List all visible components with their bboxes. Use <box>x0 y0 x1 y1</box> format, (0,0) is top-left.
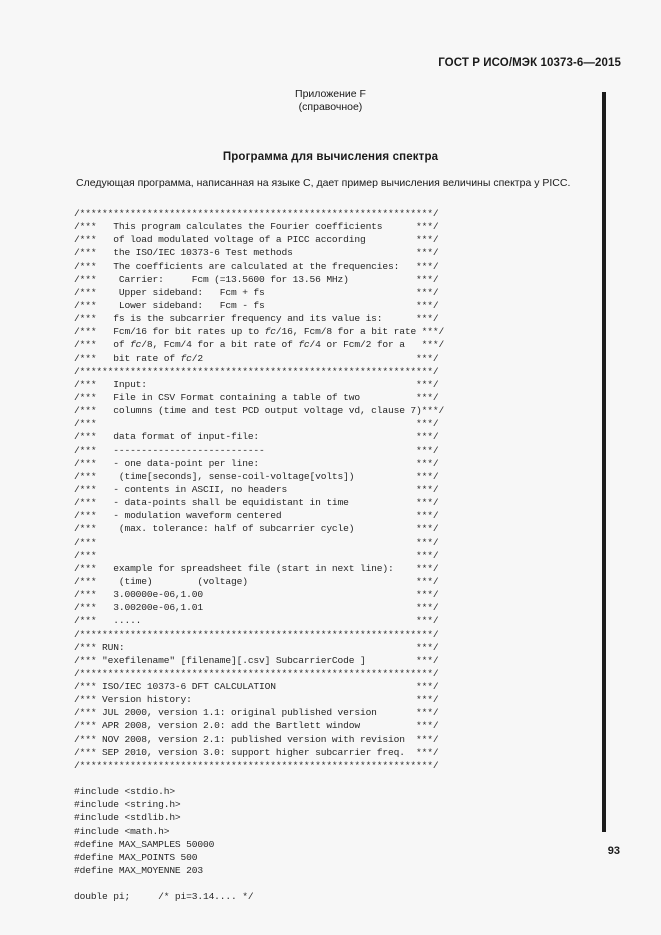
annex-caption <box>0 88 661 114</box>
code-line: /*** Input: ***/ <box>74 378 439 390</box>
code-line: /*** - contents in ASCII, no headers ***/ <box>74 483 439 495</box>
annex-type: (справочное) <box>298 101 363 113</box>
code-line: /*** - data-points shall be equidistant in time ***/ <box>74 497 439 509</box>
code-line: #define MAX_SAMPLES 50000 <box>74 838 215 850</box>
code-italic-symbol: fc <box>264 326 276 338</box>
code-blank-line <box>74 877 614 890</box>
code-line: /*** - one data-point per line: ***/ <box>74 457 439 469</box>
code-line: /*** Version history: ***/ <box>74 694 439 706</box>
revision-change-bar <box>602 92 606 832</box>
code-line: /*** bit rate of fc/2 ***/ <box>74 352 439 364</box>
code-line: #include <string.h> <box>74 799 181 811</box>
code-line: /*** File in CSV Format containing a table of two ***/ <box>74 391 439 403</box>
code-line: /*** (time) (voltage) ***/ <box>74 575 439 587</box>
code-line: /*** ISO/IEC 10373-6 DFT CALCULATION ***/ <box>74 681 439 693</box>
code-line: /*** RUN: ***/ <box>74 641 439 653</box>
code-line: #define MAX_MOYENNE 203 <box>74 865 203 877</box>
code-italic-symbol: fc <box>180 352 192 364</box>
code-line: /***************************************************************/ <box>74 208 439 219</box>
code-line: /*** --------------------------- ***/ <box>74 444 439 456</box>
code-line: /*** Carrier: Fcm (=13.5600 for 13.56 MHz) ***/ <box>74 273 439 285</box>
code-line: /*** JUL 2000, version 1.1: original published version ***/ <box>74 707 439 719</box>
code-line: /*** (max. tolerance: half of subcarrier cycle) ***/ <box>74 523 439 535</box>
code-line: /***************************************************************/ <box>74 759 439 771</box>
code-line: #define MAX_POINTS 500 <box>74 851 198 863</box>
code-line: /*** of fc/8, Fcm/4 for a bit rate of fc/4 or Fcm/2 for a ***/ <box>74 339 445 351</box>
code-line: /*** ***/ <box>74 536 439 548</box>
code-line: /*** "exefilename" [filename][.csv] SubcarrierCode ] ***/ <box>74 654 439 666</box>
section-title: Программа для вычисления спектра <box>222 151 439 163</box>
code-line: /*** of load modulated voltage of a PICC according ***/ <box>74 234 439 246</box>
code-line: /*** APR 2008, version 2.0: add the Bartlett window ***/ <box>74 720 439 732</box>
code-line: /***************************************************************/ <box>74 667 439 679</box>
page-number: 93 <box>607 845 620 857</box>
code-italic-symbol: fc <box>130 339 142 351</box>
code-line: /*** the ISO/IEC 10373-6 Test methods ***/ <box>74 247 439 259</box>
code-line: /*** SEP 2010, version 3.0: support higher subcarrier freq. ***/ <box>74 746 439 758</box>
section-intro-paragraph: Следующая программа, написанная на языке С, дает пример вычисления величины спектра у PICC. <box>76 177 571 189</box>
code-line: /*** example for spreadsheet file (start in next line): ***/ <box>74 562 439 574</box>
code-blank-line <box>74 772 614 785</box>
code-line: /***************************************************************/ <box>74 365 439 377</box>
document-header-standard-reference: ГОСТ Р ИСО/МЭК 10373-6—2015 <box>438 57 621 69</box>
code-line: /*** Fcm/16 for bit rates up to fc/16, Fcm/8 for a bit rate ***/ <box>74 326 445 338</box>
code-line: /*** ***/ <box>74 418 439 430</box>
code-line: /*** columns (time and test PCD output voltage vd, clause 7)***/ <box>74 405 445 417</box>
code-line: #include <stdlib.h> <box>74 812 181 824</box>
code-line: /*** 3.00000e-06,1.00 ***/ <box>74 589 439 601</box>
code-line: /*** data format of input-file: ***/ <box>74 431 439 443</box>
code-line: /*** 3.00200e-06,1.01 ***/ <box>74 602 439 614</box>
code-line: /*** Upper sideband: Fcm + fs ***/ <box>74 286 439 298</box>
code-line: /*** This program calculates the Fourier coefficients ***/ <box>74 221 439 233</box>
code-listing <box>74 207 614 903</box>
code-line: /*** fs is the subcarrier frequency and its value is: ***/ <box>74 313 439 325</box>
code-line: double pi; /* pi=3.14.... */ <box>74 891 254 903</box>
code-line: #include <stdio.h> <box>74 786 175 798</box>
code-line: /*** NOV 2008, version 2.1: published version with revision ***/ <box>74 733 439 745</box>
annex-label: Приложение F <box>295 88 366 100</box>
code-line: /*** Lower sideband: Fcm - fs ***/ <box>74 299 439 311</box>
code-line: /*** ***/ <box>74 549 439 561</box>
code-line: #include <math.h> <box>74 825 170 837</box>
code-line: /*** The coefficients are calculated at the frequencies: ***/ <box>74 260 439 272</box>
code-line: /*** (time[seconds], sense-coil-voltage[volts]) ***/ <box>74 470 439 482</box>
code-line: /*** ..... ***/ <box>74 615 439 627</box>
code-line: /***************************************************************/ <box>74 628 439 640</box>
code-italic-symbol: fc <box>298 339 310 351</box>
code-line: /*** - modulation waveform centered ***/ <box>74 510 439 522</box>
